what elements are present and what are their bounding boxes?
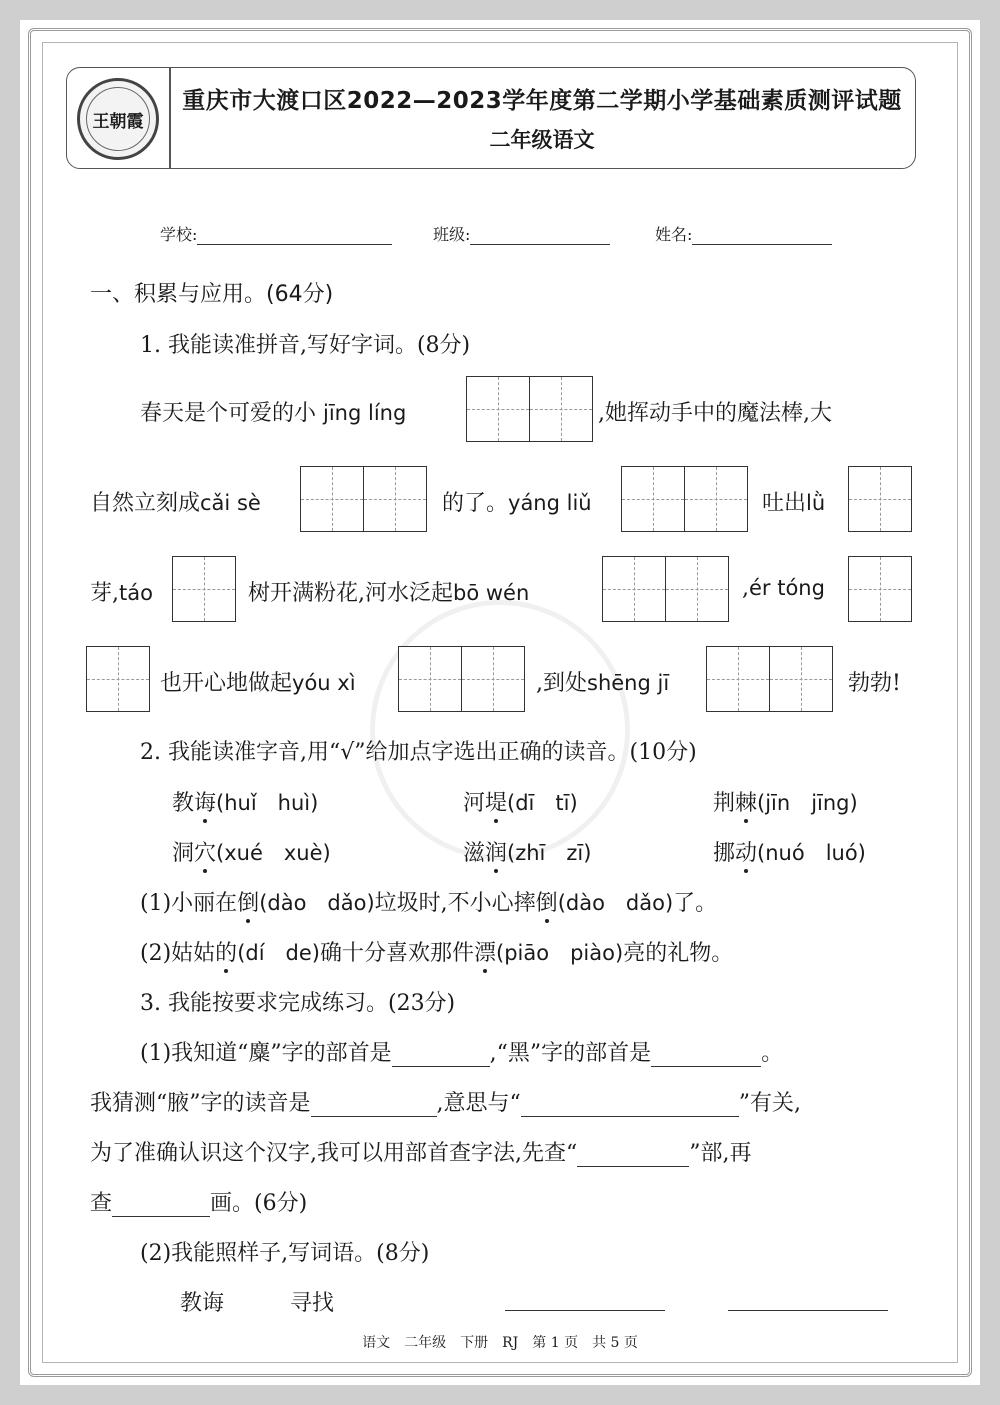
exam-subtitle: 二年级语文 bbox=[489, 128, 595, 152]
answer-grid-ertong-1[interactable] bbox=[848, 556, 912, 622]
text: ,到处 bbox=[536, 671, 587, 696]
name-label: 姓名: bbox=[655, 225, 693, 244]
exam-title: 重庆市大渡口区2022—2023学年度第二学期小学基础素质测评试题 bbox=[182, 88, 902, 114]
q2-item-1[interactable] bbox=[172, 786, 318, 817]
header-box bbox=[66, 67, 916, 169]
dotted-char: 倒 bbox=[535, 891, 558, 916]
text: (1)我知道“麋”字的部首是 bbox=[140, 1041, 392, 1066]
dotted-char: 漂 bbox=[474, 941, 497, 966]
example-word-1: 教诲 bbox=[180, 1291, 225, 1316]
pinyin: bō wén bbox=[453, 581, 530, 605]
char-cell[interactable] bbox=[665, 556, 729, 622]
pinyin: yóu xì bbox=[292, 671, 356, 695]
dotted-char: 诲 bbox=[194, 791, 217, 816]
q1-title: 1. 我能读准拼音,写好字词。(8分) bbox=[140, 333, 471, 358]
char-cell[interactable] bbox=[300, 466, 364, 532]
q1-line2-a bbox=[90, 486, 261, 517]
answer-grid-youxi[interactable] bbox=[398, 646, 525, 712]
answer-blank[interactable] bbox=[392, 1042, 490, 1067]
text: 自然立刻成 bbox=[90, 491, 201, 516]
pinyin-options[interactable]: (xué xuè) bbox=[216, 841, 331, 865]
answer-grid-caise[interactable] bbox=[300, 466, 427, 532]
school-field[interactable] bbox=[160, 222, 392, 245]
pinyin-options[interactable]: (dào dǎo) bbox=[259, 891, 375, 915]
q2-item-3[interactable] bbox=[713, 786, 858, 817]
q1-line2-c bbox=[762, 486, 825, 517]
text: , bbox=[742, 576, 749, 601]
text: 画。(6分) bbox=[210, 1191, 308, 1216]
logo-text: 王朝霞 bbox=[86, 87, 150, 151]
school-blank[interactable] bbox=[197, 226, 392, 245]
text: 也开心地做起 bbox=[160, 671, 293, 696]
section-1-title: 一、积累与应用。(64分) bbox=[90, 282, 334, 307]
char: 滋 bbox=[463, 841, 486, 866]
watermark-seal bbox=[370, 600, 630, 860]
pinyin-options[interactable]: (dī tī) bbox=[507, 791, 578, 815]
char-cell[interactable] bbox=[848, 556, 912, 622]
q1-line3-a bbox=[90, 576, 153, 607]
dotted-char: 堤 bbox=[485, 791, 508, 816]
text: 。 bbox=[761, 1041, 784, 1066]
pinyin-options[interactable]: (piāo piào) bbox=[496, 941, 624, 965]
answer-blank[interactable] bbox=[112, 1192, 210, 1217]
class-label: 班级: bbox=[433, 225, 471, 244]
q3-para-line2 bbox=[90, 1086, 801, 1117]
char-cell[interactable] bbox=[529, 376, 593, 442]
pinyin: táo bbox=[119, 581, 153, 605]
dotted-char: 润 bbox=[485, 841, 508, 866]
text: 我猜测“腋”字的读音是 bbox=[90, 1091, 311, 1116]
text: 查 bbox=[90, 1191, 113, 1216]
pinyin-options[interactable]: (jīn jīng) bbox=[757, 791, 858, 815]
char-cell[interactable] bbox=[848, 466, 912, 532]
answer-blank[interactable] bbox=[651, 1042, 761, 1067]
char: 洞 bbox=[172, 841, 195, 866]
dotted-char: 动 bbox=[735, 841, 758, 866]
text: ”部,再 bbox=[689, 1141, 752, 1166]
dotted-char: 棘 bbox=[735, 791, 758, 816]
char-cell[interactable] bbox=[461, 646, 525, 712]
char-cell[interactable] bbox=[172, 556, 236, 622]
dotted-char: 穴 bbox=[194, 841, 217, 866]
text: 芽, bbox=[90, 581, 119, 606]
answer-grid-jingling[interactable] bbox=[466, 376, 593, 442]
text: 为了准确认识这个汉字,我可以用部首查字法,先查“ bbox=[90, 1141, 578, 1166]
char: 河 bbox=[463, 791, 486, 816]
char-cell[interactable] bbox=[769, 646, 833, 712]
name-blank[interactable] bbox=[692, 226, 832, 245]
text: (2)姑姑 bbox=[140, 941, 216, 966]
char: 挪 bbox=[713, 841, 736, 866]
text: 垃圾时,不小心摔 bbox=[374, 891, 536, 916]
q1-line1-text bbox=[140, 396, 406, 427]
char-cell[interactable] bbox=[684, 466, 748, 532]
pinyin: yáng liǔ bbox=[508, 491, 592, 515]
answer-blank[interactable] bbox=[521, 1092, 739, 1117]
answer-grid-lv[interactable] bbox=[848, 466, 912, 532]
pinyin: lǜ bbox=[806, 491, 826, 515]
class-field[interactable] bbox=[433, 222, 610, 245]
answer-line-2[interactable] bbox=[728, 1310, 888, 1311]
text: (1)小丽在 bbox=[140, 891, 238, 916]
q2-item-2[interactable] bbox=[463, 786, 578, 817]
char-cell[interactable] bbox=[86, 646, 150, 712]
q1-line4-a bbox=[160, 666, 356, 697]
text: 的了。 bbox=[442, 491, 509, 516]
pinyin: ér tóng bbox=[749, 576, 825, 600]
answer-grid-tao[interactable] bbox=[172, 556, 236, 622]
pinyin: shēng jī bbox=[587, 671, 670, 695]
q2-sentence-1 bbox=[140, 886, 717, 917]
text: ,意思与“ bbox=[436, 1091, 521, 1116]
text: ,“黑”字的部首是 bbox=[489, 1041, 652, 1066]
dotted-char: 的 bbox=[215, 941, 238, 966]
q2-title: 2. 我能读准字音,用“√”给加点字选出正确的读音。(10分) bbox=[140, 740, 697, 765]
answer-grid-ertong-2[interactable] bbox=[86, 646, 150, 712]
q2-sentence-2 bbox=[140, 936, 733, 967]
answer-grid-shengji[interactable] bbox=[706, 646, 833, 712]
text: 亮的礼物。 bbox=[623, 941, 734, 966]
text: 吐出 bbox=[762, 491, 807, 516]
pinyin-options[interactable]: (nuó luó) bbox=[757, 841, 866, 865]
char-cell[interactable] bbox=[398, 646, 462, 712]
char-cell[interactable] bbox=[602, 556, 666, 622]
q1-line1-tail: ,她挥动手中的魔法棒,大 bbox=[598, 401, 832, 426]
q2-item-4[interactable] bbox=[172, 836, 331, 867]
char: 教 bbox=[172, 791, 195, 816]
pinyin: cǎi sè bbox=[200, 491, 261, 515]
text: 了。 bbox=[673, 891, 718, 916]
text: 树开满粉花,河水泛起 bbox=[248, 581, 453, 606]
publisher-logo bbox=[77, 78, 159, 160]
q1-line2-b bbox=[442, 486, 592, 517]
page-footer: 语文 二年级 下册 RJ 第 1 页 共 5 页 bbox=[362, 1335, 638, 1351]
q3-para-line3 bbox=[90, 1136, 752, 1167]
pinyin: jīng líng bbox=[323, 401, 407, 425]
text: ”有关, bbox=[738, 1091, 801, 1116]
q1-line4-b bbox=[536, 666, 669, 697]
q3-para-line4 bbox=[90, 1186, 307, 1217]
q2-item-5[interactable] bbox=[463, 836, 591, 867]
answer-blank[interactable] bbox=[577, 1142, 689, 1167]
pinyin-options[interactable]: (dào dǎo) bbox=[557, 891, 674, 915]
answer-grid-yangliu[interactable] bbox=[621, 466, 748, 532]
q3-sub2-title: (2)我能照样子,写词语。(8分) bbox=[140, 1241, 430, 1266]
pinyin-options[interactable]: (dí de) bbox=[237, 941, 320, 965]
q1-line4-tail: 勃勃! bbox=[848, 671, 901, 696]
char-cell[interactable] bbox=[363, 466, 427, 532]
q3-title: 3. 我能按要求完成练习。(23分) bbox=[140, 991, 456, 1016]
pinyin-options[interactable]: (zhī zī) bbox=[507, 841, 592, 865]
class-blank[interactable] bbox=[470, 226, 610, 245]
pinyin-options[interactable]: (huǐ huì) bbox=[216, 791, 319, 815]
answer-line-1[interactable] bbox=[505, 1310, 665, 1311]
school-label: 学校: bbox=[160, 225, 198, 244]
text: 春天是个可爱的小 bbox=[140, 401, 317, 426]
answer-grid-bowen[interactable] bbox=[602, 556, 729, 622]
char-cell[interactable] bbox=[706, 646, 770, 712]
q1-line3-b bbox=[248, 576, 529, 607]
dotted-char: 倒 bbox=[237, 891, 260, 916]
char-cell[interactable] bbox=[466, 376, 530, 442]
text: 确十分喜欢那件 bbox=[320, 941, 475, 966]
char-cell[interactable] bbox=[621, 466, 685, 532]
name-field[interactable] bbox=[655, 222, 832, 245]
char: 荆 bbox=[713, 791, 736, 816]
q2-item-6[interactable] bbox=[713, 836, 866, 867]
answer-blank[interactable] bbox=[311, 1092, 437, 1117]
example-word-2: 寻找 bbox=[290, 1291, 335, 1316]
q1-line3-c bbox=[742, 576, 825, 601]
q3-para-line1 bbox=[140, 1036, 783, 1067]
